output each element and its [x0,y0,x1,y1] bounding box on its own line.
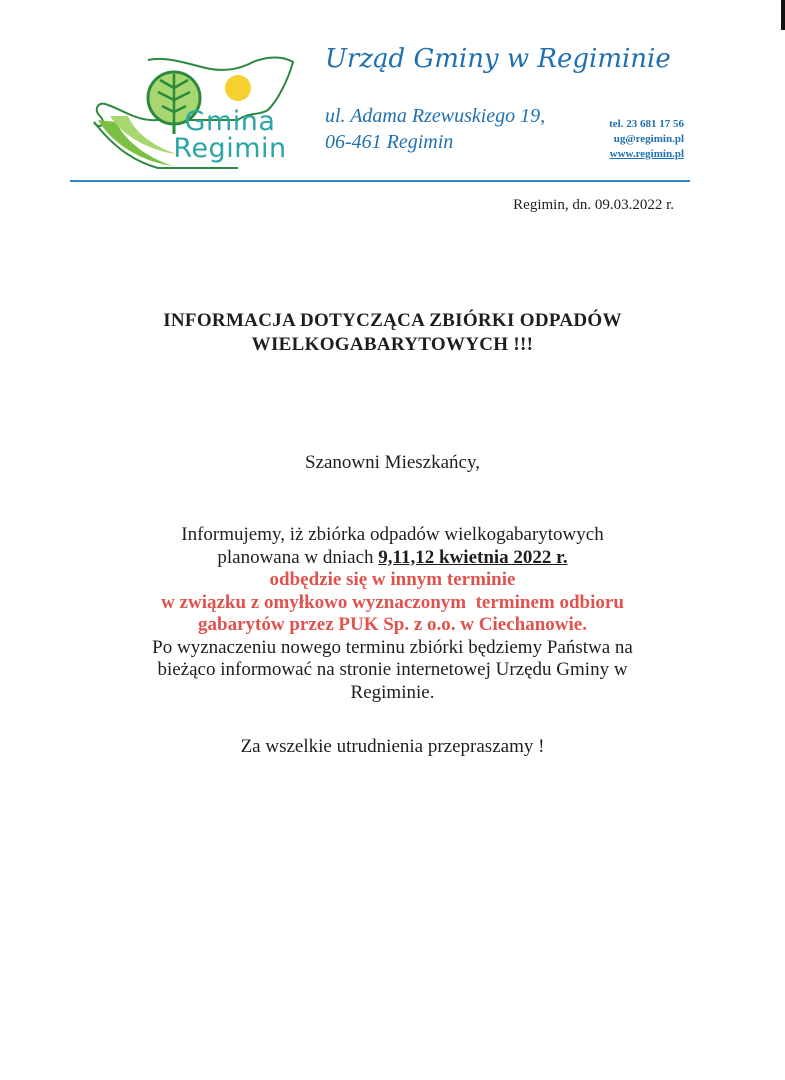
greeting: Szanowni Mieszkańcy, [305,452,480,473]
red-line3: gabarytów przez PUK Sp. z o.o. w Ciechanowie. [198,614,587,635]
logo-line1: Gmina [184,106,276,137]
address-line1: ul. Adama Rzewuskiego 19, [325,105,546,127]
body-line8: Regiminie. [350,681,435,703]
body-line7: bieżąco informować na stronie internetowej Urzędu Gminy w [157,659,628,680]
website-link[interactable]: www.regimin.pl [609,148,684,160]
email-address: ug@regimin.pl [613,133,684,145]
phone-number: tel. 23 681 17 56 [609,118,684,130]
title-line2: WIELKOGABARYTOWYCH !!! [251,334,534,355]
body-line2-prefix: planowana w dniach [217,546,374,568]
body-line2 [0,547,785,570]
office-address [325,103,545,155]
apology-line: Za wszelkie utrudnienia przepraszamy ! [240,736,545,757]
document-title [0,309,785,357]
red-line1: odbędzie się w innym terminie [269,569,516,590]
collection-dates: 9,11,12 kwietnia 2022 r. [378,546,568,568]
header-divider [70,180,690,182]
gmina-logo [88,50,298,175]
body-line6: Po wyznaczeniu nowego terminu zbiórki będziemy Państwa na [152,636,633,658]
office-name: Urząd Gminy w Regiminie [325,44,671,74]
scan-edge-mark [781,0,785,30]
logo-text [160,108,300,162]
contact-block [609,117,684,162]
title-line1: INFORMACJA DOTYCZĄCA ZBIÓRKI ODPADÓW [163,310,622,331]
announcement-body [0,524,785,704]
address-line2: 06-461 Regimin [325,131,454,153]
logo-line2: Regimin [173,133,287,164]
body-line1: Informujemy, iż zbiórka odpadów wielkogabarytowych [181,524,604,545]
red-line2: w związku z omyłkowo wyznaczonym terminem odbioru [161,591,624,613]
document-date: Regimin, dn. 09.03.2022 r. [513,197,674,213]
